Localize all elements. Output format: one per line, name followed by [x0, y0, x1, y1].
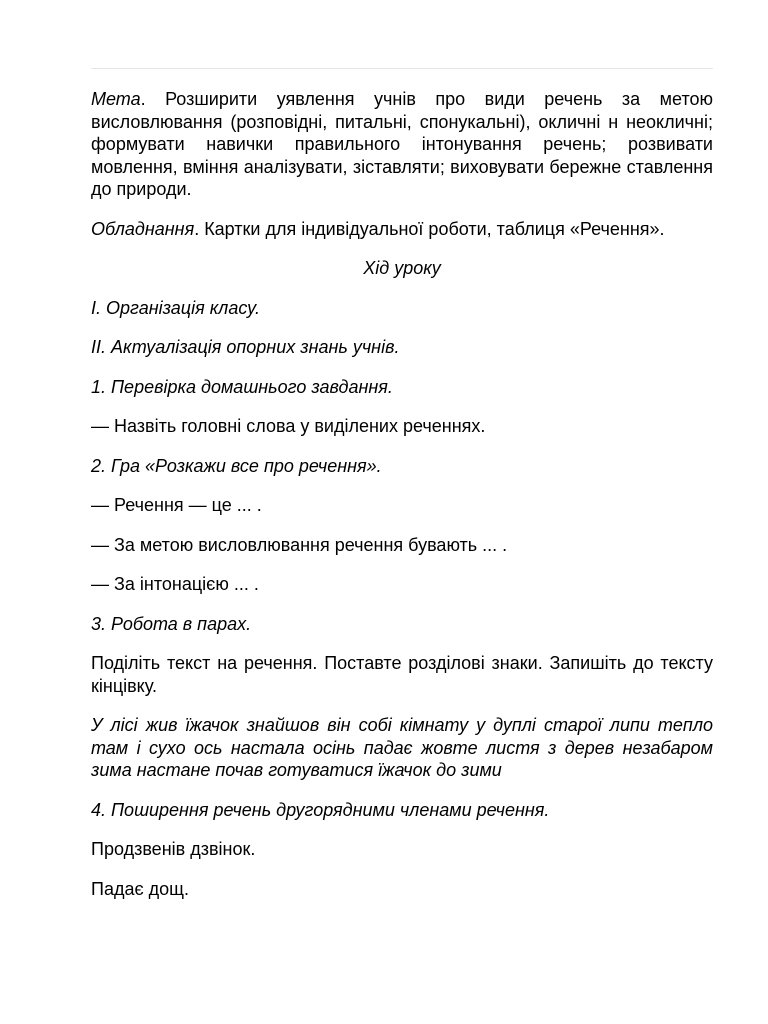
- goal-paragraph: [91, 88, 713, 201]
- question-by-purpose: — За метою висловлювання речення бувають ... .: [91, 534, 508, 555]
- hedgehog-text: У лісі жив їжачок знайшов він собі кімнату у дуплі старої липи тепло там і сухо ось настала осінь падає жовте листя з дерев незабаром зима настане почав готуватися їжачок до зими: [91, 715, 713, 780]
- document-page: [91, 88, 713, 917]
- task-extend-sentences: 4. Поширення речень другорядними членами речення.: [91, 799, 550, 820]
- top-divider: [91, 68, 713, 69]
- task-game: 2. Гра «Розкажи все про речення».: [91, 455, 382, 476]
- example-sentence-bell: Продзвенів дзвінок.: [91, 839, 256, 859]
- lesson-title: Хід уроку: [363, 258, 441, 278]
- question-by-intonation: — За інтонацією ... .: [91, 574, 259, 594]
- section-actualization: II. Актуалізація опорних знань учнів.: [91, 337, 400, 357]
- section-organization: I. Організація класу.: [91, 297, 260, 318]
- question-sentence-is: — Речення — це ... .: [91, 495, 262, 515]
- task-homework-check: 1. Перевірка домашнього завдання.: [91, 376, 393, 397]
- equipment-label: Обладнання: [91, 218, 195, 239]
- goal-text: . Розширити уявлення учнів про види речень за метою висловлювання (розповідні, питальні, спонукальні), окличні н неокличні; формувати навички правильного інтонування речень; розвивати мовлення, вміння аналізувати, зіставляти; виховувати бережне ставлення до природи.: [91, 89, 713, 199]
- pair-work-instruction: Поділіть текст на речення. Поставте розділові знаки. Запишіть до тексту кінцівку.: [91, 653, 713, 696]
- equipment-text: . Картки для індивідуальної роботи, таблиця «Речення».: [194, 218, 665, 239]
- goal-label: Мета: [91, 89, 141, 109]
- task-pair-work: 3. Робота в парах.: [91, 613, 252, 634]
- question-main-words: — Назвіть головні слова у виділених реченнях.: [91, 416, 486, 436]
- equipment-paragraph: [91, 218, 713, 241]
- example-sentence-rain: Падає дощ.: [91, 878, 189, 899]
